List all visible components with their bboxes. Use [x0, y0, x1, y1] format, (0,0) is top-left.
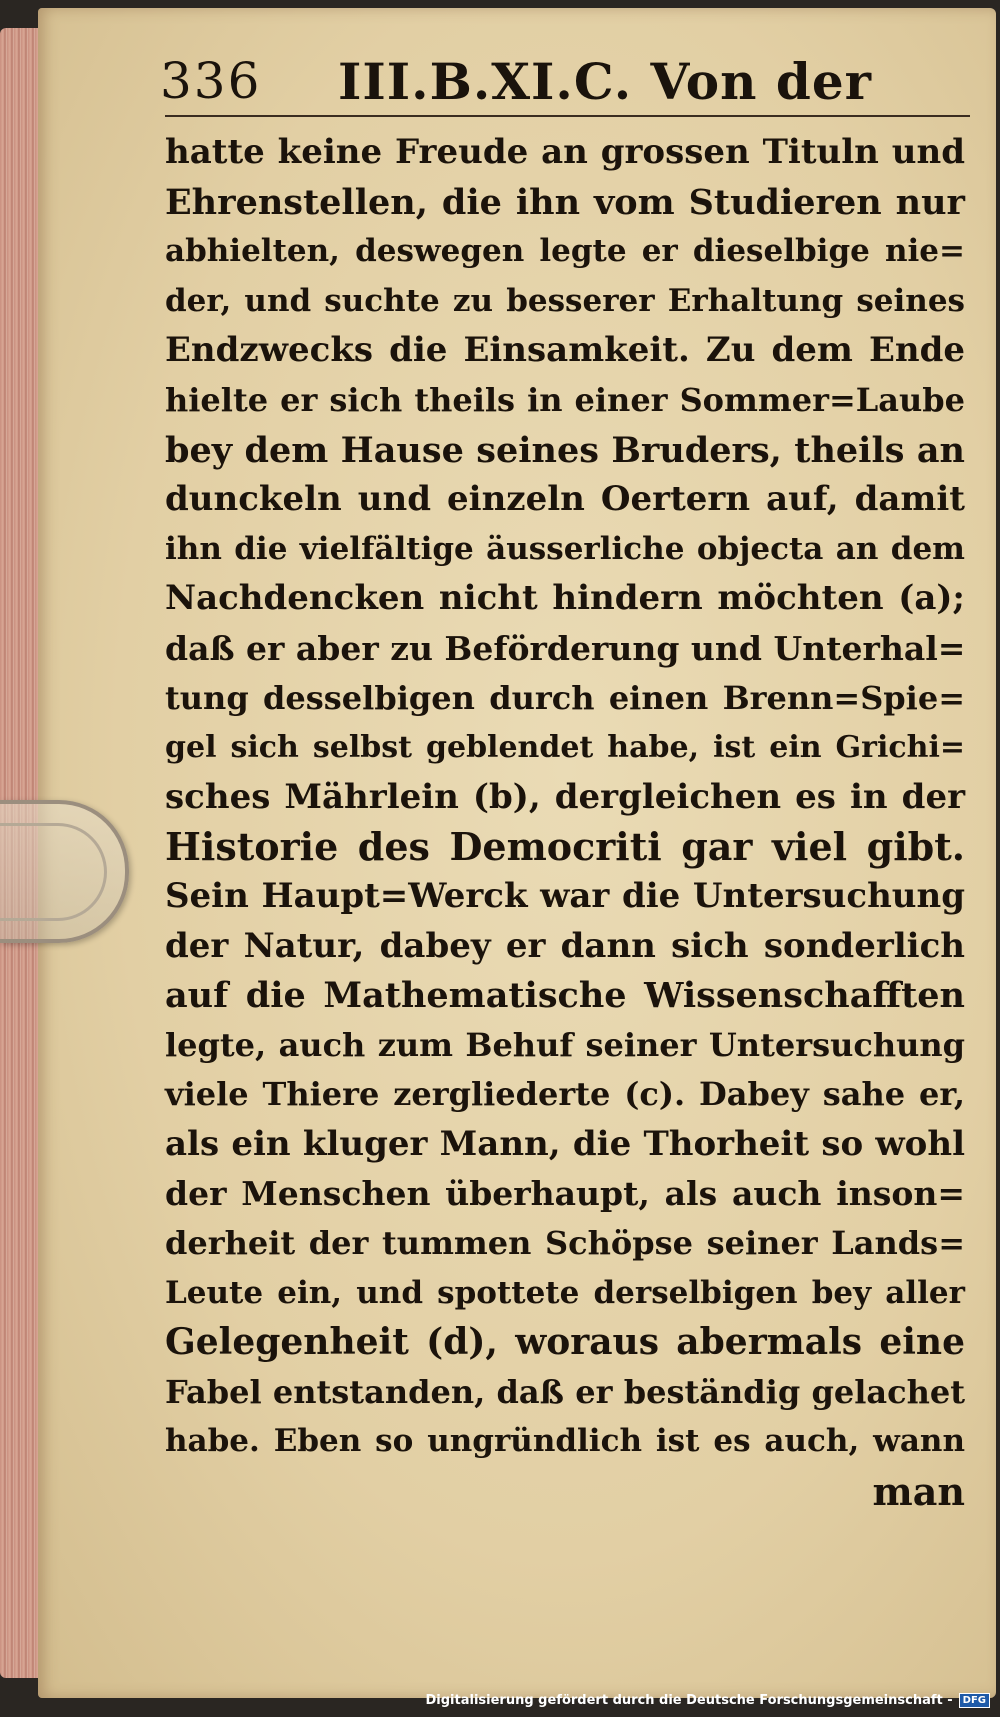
digitization-footer [426, 1687, 991, 1713]
running-head: III.B.XI.C. Von der [338, 52, 872, 111]
text-line: sches Mährlein (b), dergleichen es in der [165, 776, 965, 817]
text-line: viele Thiere zergliederte (c). Dabey sahe er, [165, 1075, 965, 1114]
page-number: 336 [160, 52, 262, 110]
text-line: Endzwecks die Einsamkeit. Zu dem Ende [165, 330, 965, 371]
body-text [165, 128, 965, 1517]
text-line: hatte keine Freude an grossen Tituln und [165, 132, 965, 172]
text-line: Historie des Democriti gar viel gibt. [165, 824, 965, 870]
text-line: bey dem Hause seines Bruders, theils an [165, 429, 965, 471]
page-header [160, 48, 950, 118]
text-line: gel sich selbst geblendet habe, ist ein Grichi= [165, 730, 965, 766]
dfg-logo-icon: DFG [959, 1693, 990, 1708]
text-line: legte, auch zum Behuf seiner Untersuchung [165, 1025, 965, 1064]
text-line: Gelegenheit (d), woraus abermals eine [165, 1321, 965, 1364]
text-line: der Natur, dabey er dann sich sonderlich [165, 925, 965, 966]
footer-credit: Digitalisierung gefördert durch die Deutsche Forschungsgemeinschaft - [425, 1692, 953, 1708]
text-line: auf die Mathematische Wissenschafften [165, 975, 965, 1017]
text-line: Sein Haupt=Werck war die Untersuchung [165, 875, 965, 916]
text-line: dunckeln und einzeln Oertern auf, damit [165, 479, 965, 520]
text-line: Fabel entstanden, daß er beständig gelachet [165, 1372, 965, 1411]
header-rule [165, 115, 970, 117]
text-line: Leute ein, und spottete derselbigen bey aller [165, 1274, 965, 1311]
page-clip-inner [0, 823, 107, 921]
text-line: habe. Eben so ungründlich ist es auch, wann [165, 1423, 965, 1460]
text-line: derheit der tummen Schöpse seiner Lands= [165, 1224, 965, 1263]
text-line: als ein kluger Mann, die Thorheit so wohl [165, 1123, 965, 1164]
text-line: ihn die vielfältige äusserliche objecta an dem [165, 530, 965, 567]
text-line: hielte er sich theils in einer Sommer=Laube [165, 380, 965, 419]
catchword: man [872, 1469, 965, 1515]
text-line: abhielten, deswegen legte er dieselbige nie= [165, 233, 965, 270]
text-line: der, und suchte zu besserer Erhaltung seines [165, 282, 965, 319]
text-line: der Menschen überhaupt, als auch inson= [165, 1174, 965, 1214]
text-line: Nachdencken nicht hindern möchten (a); [165, 578, 965, 619]
text-line: tung desselbigen durch einen Brenn=Spie= [165, 678, 965, 717]
text-line: daß er aber zu Beförderung und Unterhal= [165, 628, 966, 668]
text-line: Ehrenstellen, die ihn vom Studieren nur [165, 181, 965, 223]
